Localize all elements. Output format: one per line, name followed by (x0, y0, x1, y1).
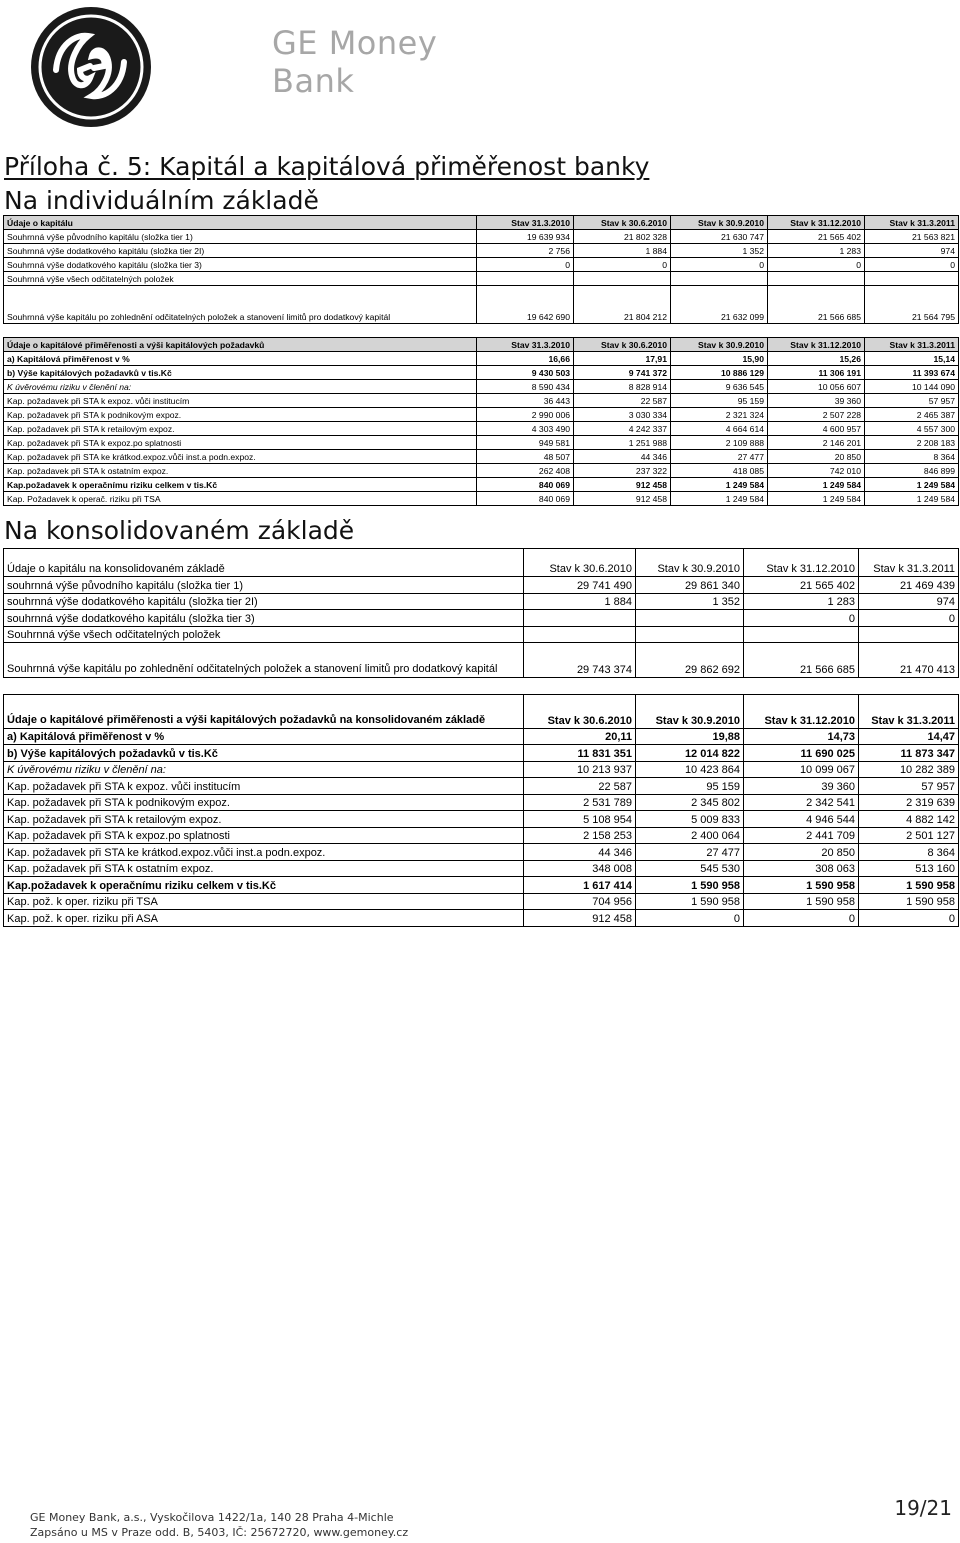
cell-value: 21 565 402 (744, 577, 859, 594)
cell-value: 95 159 (636, 778, 744, 795)
cell-value: 11 831 351 (524, 745, 636, 762)
cell-value: 2 146 201 (768, 436, 865, 450)
cell-value: 17,91 (574, 352, 671, 366)
cell-value: 2 531 789 (524, 794, 636, 811)
cell-value: 4 946 544 (744, 811, 859, 828)
cell-value: 1 884 (524, 593, 636, 610)
cell-value: 1 249 584 (768, 492, 865, 506)
cell-value: 974 (859, 593, 959, 610)
cell-value: 21 632 099 (671, 286, 768, 324)
table-row (4, 761, 959, 778)
cell-value: 3 030 334 (574, 408, 671, 422)
cell-value: 9 430 503 (477, 366, 574, 380)
cell-value: 4 882 142 (859, 811, 959, 828)
ge-logo (28, 4, 154, 130)
cell-value: 1 617 414 (524, 877, 636, 894)
row-label: Kap.požadavek k operačnímu riziku celkem v tis.Kč (4, 877, 524, 894)
cell-value: 1 251 988 (574, 436, 671, 450)
cell-value: 1 590 958 (636, 877, 744, 894)
table-row (4, 450, 959, 464)
cell-value: 39 360 (744, 778, 859, 795)
cell-value: 11 873 347 (859, 745, 959, 762)
table-row (4, 577, 959, 594)
cell-value: 21 470 413 (859, 643, 959, 678)
cell-value: 0 (859, 610, 959, 627)
table-row (4, 272, 959, 286)
cell-value: 840 069 (477, 492, 574, 506)
table-row (4, 811, 959, 828)
column-header: Údaje o kapitálové přiměřenosti a výši kapitálových požadavků (4, 338, 477, 352)
table-header-row (4, 694, 959, 728)
table-row (4, 478, 959, 492)
cell-value: 21 564 795 (865, 286, 959, 324)
page-title: Příloha č. 5: Kapitál a kapitálová přiměřenost banky (4, 152, 650, 181)
cell-value: 237 322 (574, 464, 671, 478)
cell-value: 10 056 607 (768, 380, 865, 394)
cell-value (744, 626, 859, 643)
row-label: a) Kapitálová přiměřenost v % (4, 728, 524, 745)
row-label: Kap. požadavek při STA k ostatním expoz. (4, 860, 524, 877)
cell-value: 0 (744, 910, 859, 927)
cell-value: 1 590 958 (744, 893, 859, 910)
column-header: Stav k 31.3.2011 (859, 549, 959, 577)
consolidated-capital-table (3, 548, 959, 927)
cell-value: 974 (865, 244, 959, 258)
table-row (4, 593, 959, 610)
cell-value: 15,14 (865, 352, 959, 366)
column-header: Stav k 30.6.2010 (524, 694, 636, 728)
cell-value (671, 272, 768, 286)
row-label: b) Výše kapitálových požadavků v tis.Kč (4, 366, 477, 380)
cell-value: 1 884 (574, 244, 671, 258)
cell-value: 39 360 (768, 394, 865, 408)
cell-value: 0 (574, 258, 671, 272)
row-label: Souhrnná výše kapitálu po zohlednění odčitatelných položek a stanovení limitů pro dodatkový kapitál (4, 643, 524, 678)
bank-name-line1: GE Money (272, 24, 438, 62)
cell-value: 1 249 584 (865, 478, 959, 492)
cell-value: 418 085 (671, 464, 768, 478)
table-row (4, 286, 959, 324)
cell-value (768, 272, 865, 286)
cell-value: 27 477 (671, 450, 768, 464)
column-header: Stav k 31.12.2010 (744, 694, 859, 728)
cell-value: 1 352 (636, 593, 744, 610)
cell-value: 21 802 328 (574, 230, 671, 244)
cell-value: 14,47 (859, 728, 959, 745)
column-header: Stav 31.3.2010 (477, 216, 574, 230)
table-row (4, 877, 959, 894)
table-row (4, 258, 959, 272)
cell-value: 44 346 (574, 450, 671, 464)
row-label: K úvěrovému riziku v členění na: (4, 380, 477, 394)
column-header: Stav k 30.6.2010 (524, 549, 636, 577)
cell-value: 912 458 (574, 492, 671, 506)
cell-value: 14,73 (744, 728, 859, 745)
cell-value: 1 249 584 (865, 492, 959, 506)
cell-value: 262 408 (477, 464, 574, 478)
cell-value: 2 158 253 (524, 827, 636, 844)
cell-value (574, 272, 671, 286)
cell-value: 1 249 584 (768, 478, 865, 492)
footer-address: GE Money Bank, a.s., Vyskočilova 1422/1a, 140 28 Praha 4-Michle (30, 1511, 394, 1524)
cell-value: 4 303 490 (477, 422, 574, 436)
row-label: Souhrnná výše dodatkového kapitálu (složka tier 3) (4, 258, 477, 272)
cell-value: 10 213 937 (524, 761, 636, 778)
cell-value: 22 587 (524, 778, 636, 795)
column-header: Údaje o kapitálové přiměřenosti a výši kapitálových požadavků na konsolidovaném základě (4, 694, 524, 728)
cell-value: 2 441 709 (744, 827, 859, 844)
cell-value: 10 282 389 (859, 761, 959, 778)
cell-value: 9 741 372 (574, 366, 671, 380)
cell-value: 15,90 (671, 352, 768, 366)
column-header: Stav k 31.12.2010 (744, 549, 859, 577)
individual-capital-table (3, 215, 959, 506)
bank-name (272, 24, 437, 100)
cell-value (859, 626, 959, 643)
cell-value: 48 507 (477, 450, 574, 464)
cell-value: 11 690 025 (744, 745, 859, 762)
cell-value: 15,26 (768, 352, 865, 366)
cell-value: 29 862 692 (636, 643, 744, 678)
cell-value: 348 008 (524, 860, 636, 877)
cell-value: 949 581 (477, 436, 574, 450)
table-row (4, 860, 959, 877)
cell-value: 22 587 (574, 394, 671, 408)
table-row (4, 745, 959, 762)
cell-value: 21 566 685 (744, 643, 859, 678)
cell-value: 29 861 340 (636, 577, 744, 594)
cell-value: 0 (859, 910, 959, 927)
table-row (4, 230, 959, 244)
table-row (4, 778, 959, 795)
row-label: Souhrnná výše dodatkového kapitálu (složka tier 2I) (4, 244, 477, 258)
cell-value: 20,11 (524, 728, 636, 745)
cell-value: 2 345 802 (636, 794, 744, 811)
row-label: souhrnná výše dodatkového kapitálu (složka tier 2I) (4, 593, 524, 610)
row-label: Kap. požadavek při STA k expoz.po splatnosti (4, 436, 477, 450)
cell-value: 21 565 402 (768, 230, 865, 244)
table-row (4, 380, 959, 394)
cell-value: 95 159 (671, 394, 768, 408)
footer (30, 1510, 408, 1540)
table-row (4, 422, 959, 436)
footer-registration: Zapsáno u MS v Praze odd. B, 5403, IČ: 25672720, www.gemoney.cz (30, 1526, 409, 1539)
table-row (4, 408, 959, 422)
cell-value: 0 (744, 610, 859, 627)
cell-value: 19 642 690 (477, 286, 574, 324)
cell-value: 11 393 674 (865, 366, 959, 380)
row-label: Kap. pož. k oper. riziku při TSA (4, 893, 524, 910)
row-label: Kap. požadavek při STA k podnikovým expoz. (4, 794, 524, 811)
row-label: Kap. požadavek při STA k expoz.po splatnosti (4, 827, 524, 844)
cell-value: 840 069 (477, 478, 574, 492)
cell-value: 1 249 584 (671, 492, 768, 506)
row-label: Kap. požadavek při STA ke krátkod.expoz.vůči inst.a podn.expoz. (4, 450, 477, 464)
cell-value (636, 626, 744, 643)
page-number: 19/21 (894, 1496, 952, 1520)
cell-value: 21 563 821 (865, 230, 959, 244)
cell-value: 21 566 685 (768, 286, 865, 324)
column-header: Stav k 30.9.2010 (636, 694, 744, 728)
row-label: Kap. pož. k oper. riziku při ASA (4, 910, 524, 927)
table-row (4, 893, 959, 910)
cell-value: 912 458 (524, 910, 636, 927)
cell-value: 1 590 958 (636, 893, 744, 910)
row-label: Kap. požadavek při STA ke krátkod.expoz.vůči inst.a podn.expoz. (4, 844, 524, 861)
table-row (4, 436, 959, 450)
row-label: Kap. požadavek při STA k ostatním expoz. (4, 464, 477, 478)
cell-value: 2 342 541 (744, 794, 859, 811)
cell-value: 2 507 228 (768, 408, 865, 422)
cell-value: 2 400 064 (636, 827, 744, 844)
table-row (4, 827, 959, 844)
table-row (4, 794, 959, 811)
cell-value: 1 590 958 (859, 877, 959, 894)
cell-value: 8 828 914 (574, 380, 671, 394)
cell-value: 0 (865, 258, 959, 272)
section-heading-individual: Na individuálním základě (4, 186, 319, 215)
cell-value: 57 957 (865, 394, 959, 408)
row-label: a) Kapitálová přiměřenost v % (4, 352, 477, 366)
cell-value: 1 283 (744, 593, 859, 610)
cell-value: 9 636 545 (671, 380, 768, 394)
row-label: Kap. požadavek při STA k expoz. vůči institucím (4, 394, 477, 408)
row-label: Kap. požadavek při STA k podnikovým expoz. (4, 408, 477, 422)
table-row (4, 844, 959, 861)
row-label: Souhrnná výše všech odčitatelných položek (4, 626, 524, 643)
cell-value: 4 557 300 (865, 422, 959, 436)
cell-value: 21 630 747 (671, 230, 768, 244)
cell-value: 1 283 (768, 244, 865, 258)
cell-value: 2 208 183 (865, 436, 959, 450)
cell-value: 21 469 439 (859, 577, 959, 594)
column-header: Stav k 31.3.2011 (865, 216, 959, 230)
cell-value: 20 850 (744, 844, 859, 861)
cell-value: 545 530 (636, 860, 744, 877)
row-label: Souhrnná výše kapitálu po zohlednění odčitatelných položek a stanovení limitů pro dodatkový kapitál (4, 286, 477, 324)
column-header: Stav k 30.6.2010 (574, 338, 671, 352)
row-label: b) Výše kapitálových požadavků v tis.Kč (4, 745, 524, 762)
cell-value: 5 009 833 (636, 811, 744, 828)
bank-name-line2: Bank (272, 62, 355, 100)
cell-value: 2 321 324 (671, 408, 768, 422)
cell-value: 2 109 888 (671, 436, 768, 450)
cell-value: 10 423 864 (636, 761, 744, 778)
cell-value: 2 990 006 (477, 408, 574, 422)
column-header: Stav k 31.12.2010 (768, 216, 865, 230)
table-row (4, 464, 959, 478)
row-label: Souhrnná výše všech odčitatelných položek (4, 272, 477, 286)
cell-value: 742 010 (768, 464, 865, 478)
column-header: Stav k 30.9.2010 (671, 216, 768, 230)
table-row (4, 728, 959, 745)
cell-value: 1 352 (671, 244, 768, 258)
cell-value: 20 850 (768, 450, 865, 464)
cell-value: 4 242 337 (574, 422, 671, 436)
cell-value: 27 477 (636, 844, 744, 861)
cell-value: 1 590 958 (859, 893, 959, 910)
row-label: souhrnná výše dodatkového kapitálu (složka tier 3) (4, 610, 524, 627)
cell-value: 513 160 (859, 860, 959, 877)
cell-value: 4 600 957 (768, 422, 865, 436)
cell-value: 0 (477, 258, 574, 272)
cell-value (477, 272, 574, 286)
column-header: Stav k 31.3.2011 (859, 694, 959, 728)
cell-value: 0 (636, 910, 744, 927)
cell-value: 846 899 (865, 464, 959, 478)
cell-value: 19,88 (636, 728, 744, 745)
cell-value: 4 664 614 (671, 422, 768, 436)
cell-value: 10 099 067 (744, 761, 859, 778)
cell-value: 21 804 212 (574, 286, 671, 324)
cell-value: 2 319 639 (859, 794, 959, 811)
cell-value: 8 364 (859, 844, 959, 861)
row-label: Kap. požadavek při STA k retailovým expoz. (4, 811, 524, 828)
cell-value: 8 364 (865, 450, 959, 464)
cell-value: 29 741 490 (524, 577, 636, 594)
section-heading-consolidated: Na konsolidovaném základě (4, 516, 355, 545)
cell-value: 0 (671, 258, 768, 272)
row-label: Kap. Požadavek k operač. riziku při TSA (4, 492, 477, 506)
cell-value: 12 014 822 (636, 745, 744, 762)
column-header: Údaje o kapitálu na konsolidovaném základě (4, 549, 524, 577)
row-label: Souhrnná výše původního kapitálu (složka tier 1) (4, 230, 477, 244)
row-label: souhrnná výše původního kapitálu (složka tier 1) (4, 577, 524, 594)
cell-value: 912 458 (574, 478, 671, 492)
cell-value: 308 063 (744, 860, 859, 877)
cell-value: 5 108 954 (524, 811, 636, 828)
cell-value: 44 346 (524, 844, 636, 861)
cell-value: 0 (768, 258, 865, 272)
cell-value: 1 590 958 (744, 877, 859, 894)
cell-value: 57 957 (859, 778, 959, 795)
row-label: K úvěrovému riziku v členění na: (4, 761, 524, 778)
cell-value (524, 626, 636, 643)
row-label: Kap. požadavek při STA k retailovým expoz. (4, 422, 477, 436)
table-row (4, 366, 959, 380)
table-row (4, 643, 959, 678)
column-header: Stav k 31.12.2010 (768, 338, 865, 352)
cell-value: 1 249 584 (671, 478, 768, 492)
column-header: Stav k 30.9.2010 (636, 549, 744, 577)
column-header: Údaje o kapitálu (4, 216, 477, 230)
table-row (4, 394, 959, 408)
cell-value (636, 610, 744, 627)
table-row (4, 492, 959, 506)
cell-value: 11 306 191 (768, 366, 865, 380)
cell-value: 29 743 374 (524, 643, 636, 678)
cell-value: 704 956 (524, 893, 636, 910)
column-header: Stav k 30.9.2010 (671, 338, 768, 352)
cell-value: 8 590 434 (477, 380, 574, 394)
cell-value: 10 144 090 (865, 380, 959, 394)
table-row (4, 352, 959, 366)
cell-value: 10 886 129 (671, 366, 768, 380)
column-header: Stav 31.3.2010 (477, 338, 574, 352)
cell-value (865, 272, 959, 286)
cell-value: 36 443 (477, 394, 574, 408)
table-header-row (4, 338, 959, 352)
column-header: Stav k 30.6.2010 (574, 216, 671, 230)
cell-value (524, 610, 636, 627)
table-header-row (4, 549, 959, 577)
table-row (4, 910, 959, 927)
cell-value: 2 465 387 (865, 408, 959, 422)
row-label: Kap.požadavek k operačnímu riziku celkem v tis.Kč (4, 478, 477, 492)
cell-value: 16,66 (477, 352, 574, 366)
cell-value: 19 639 934 (477, 230, 574, 244)
row-label: Kap. požadavek při STA k expoz. vůči institucím (4, 778, 524, 795)
column-header: Stav k 31.3.2011 (865, 338, 959, 352)
table-row (4, 244, 959, 258)
table-row (4, 610, 959, 627)
table-header-row (4, 216, 959, 230)
cell-value: 2 501 127 (859, 827, 959, 844)
table-row (4, 626, 959, 643)
cell-value: 2 756 (477, 244, 574, 258)
